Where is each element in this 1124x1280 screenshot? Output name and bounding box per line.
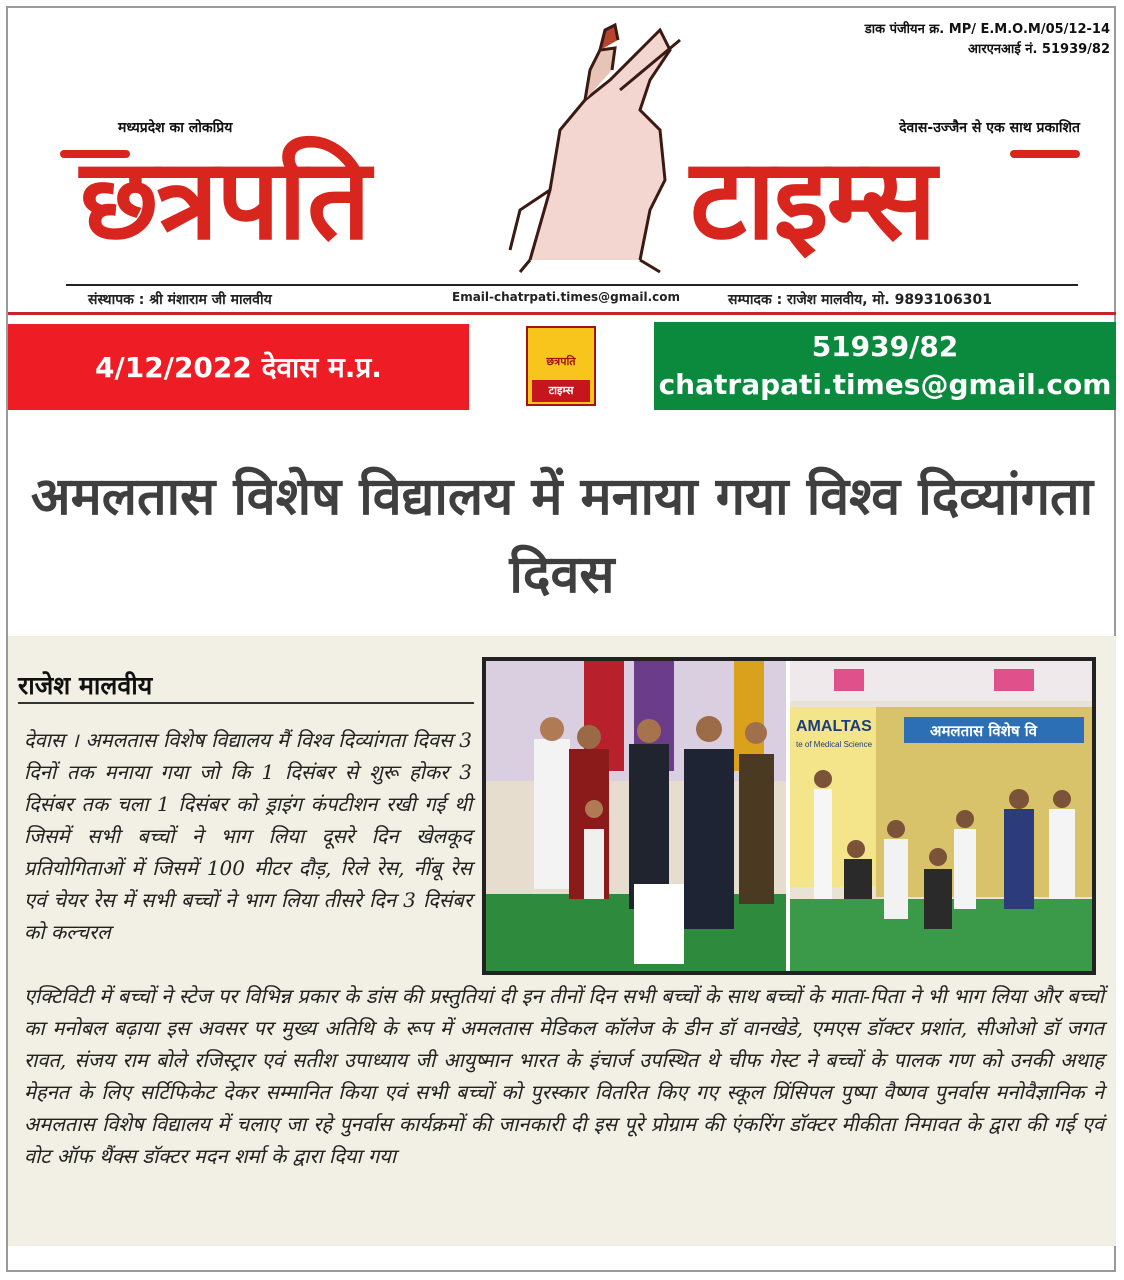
masthead-title-right: टाइम्स bbox=[690, 134, 935, 265]
small-logo-line1: छत्रपति bbox=[546, 355, 576, 368]
event-photo-collage bbox=[482, 657, 1096, 975]
editor-credit: सम्पादक : राजेश मालवीय, मो. 9893106301 bbox=[728, 292, 992, 308]
photo-banner-sub: te of Medical Science bbox=[796, 740, 873, 749]
article-body-column: देवास । अमलतास विशेष विद्यालय मैं विश्व दिव्यांगता दिवस 3 दिनों तक मनाया गया जो कि 1 दिसंबर से शुरू होकर 3 दिसंबर तक चला 1 दिसंबर को ड्राइंग कंपटीशन रखी गई थी जिसमें सभी बच्चों ने भाग लिया दूसरे दिन खेलकूद प्रतियोगिताओं में जिसमें 100 मीटर दौड़, रिले रेस, नींबू रेस एवं चेयर रेस में सभी बच्चों ने भाग लिया तीसरे दिन 3 दिसंबर को कल्चरल bbox=[24, 728, 472, 944]
photo-banner-right: अमलतास विशेष वि bbox=[930, 722, 1037, 740]
masthead-email: Email-chatrpati.times@gmail.com bbox=[452, 290, 680, 304]
small-logo-line2: टाइम्स bbox=[532, 380, 590, 402]
date-place-text: 4/12/2022 देवास म.प्र. bbox=[95, 351, 382, 384]
banner-reg-number: 51939/82 bbox=[811, 330, 959, 363]
tagline-left: मध्यप्रदेश का लोकप्रिय bbox=[118, 120, 233, 136]
horse-rider-logo bbox=[490, 10, 690, 280]
tagline-right: देवास-उज्जैन से एक साथ प्रकाशित bbox=[899, 120, 1080, 136]
founder-credit: संस्थापक : श्री मंशाराम जी मालवीय bbox=[88, 292, 272, 308]
masthead-rule-top bbox=[66, 284, 1078, 286]
article-headline: अमलतास विशेष विद्यालय में मनाया गया विश्व दिव्यांगता दिवस bbox=[30, 467, 1094, 605]
registration-info bbox=[865, 20, 1110, 60]
banner-email: chatrapati.times@gmail.com bbox=[658, 368, 1112, 401]
rni-number: आरएनआई नं. 51939/82 bbox=[968, 42, 1110, 57]
photo-ceremony bbox=[486, 661, 786, 971]
photo-banner-left: AMALTAS bbox=[796, 718, 872, 735]
small-logo bbox=[526, 326, 596, 406]
masthead-rule-bottom bbox=[8, 312, 1116, 315]
article-body-full: एक्टिविटी में बच्चों ने स्टेज पर विभिन्न प्रकार के डांस की प्रस्तुतियां दी इन तीनों दिन सभी बच्चों के साथ बच्चों के माता-पिता ने भी भाग लिया और बच्चों का मनोबल बढ़ाया इस अवसर पर मुख्य अतिथि के रूप में अमलतास मेडिकल कॉलेज के डीन डॉ वानखेडे, एमएस डॉक्टर प्रशांत, सीओओ डॉ जगत रावत, संजय राम बोले रजिस्ट्रार एवं सतीश उपाध्याय जी आयुष्मान भारत के इंचार्ज उपस्थित थे चीफ गेस्ट ने बच्चों के पालक गण को उनकी अथाह मेहनत के लिए सर्टिफिकेट देकर सम्मानित किया एवं सभी बच्चों को पुरस्कार वितरित किए गए स्कूल प्रिंसिपल पुष्पा वैष्णव पुनर्वास मनोवैज्ञानिक ने अमलतास विशेष विद्यालय में चलाए जा रहे पुनर्वास कार्यक्रमों की जानकारी दी इस पूरे प्रोग्राम की एंकरिंग डॉक्टर मीकीता निमावत के द्वारा की गई एवं वोट ऑफ थैंक्स डॉक्टर मदन शर्मा के द्वारा दिया गया bbox=[24, 984, 1104, 1168]
postal-registration: डाक पंजीयन क्र. MP/ E.M.O.M/05/12-14 bbox=[864, 22, 1110, 37]
photo-chair-race bbox=[790, 661, 1092, 971]
date-banner bbox=[8, 324, 469, 410]
title-flourish-right bbox=[1010, 150, 1080, 158]
contact-banner bbox=[654, 322, 1116, 410]
masthead-title-left: छत्रपति bbox=[80, 134, 369, 265]
article-byline: राजेश मालवीय bbox=[18, 671, 153, 700]
byline-rule bbox=[18, 702, 474, 704]
